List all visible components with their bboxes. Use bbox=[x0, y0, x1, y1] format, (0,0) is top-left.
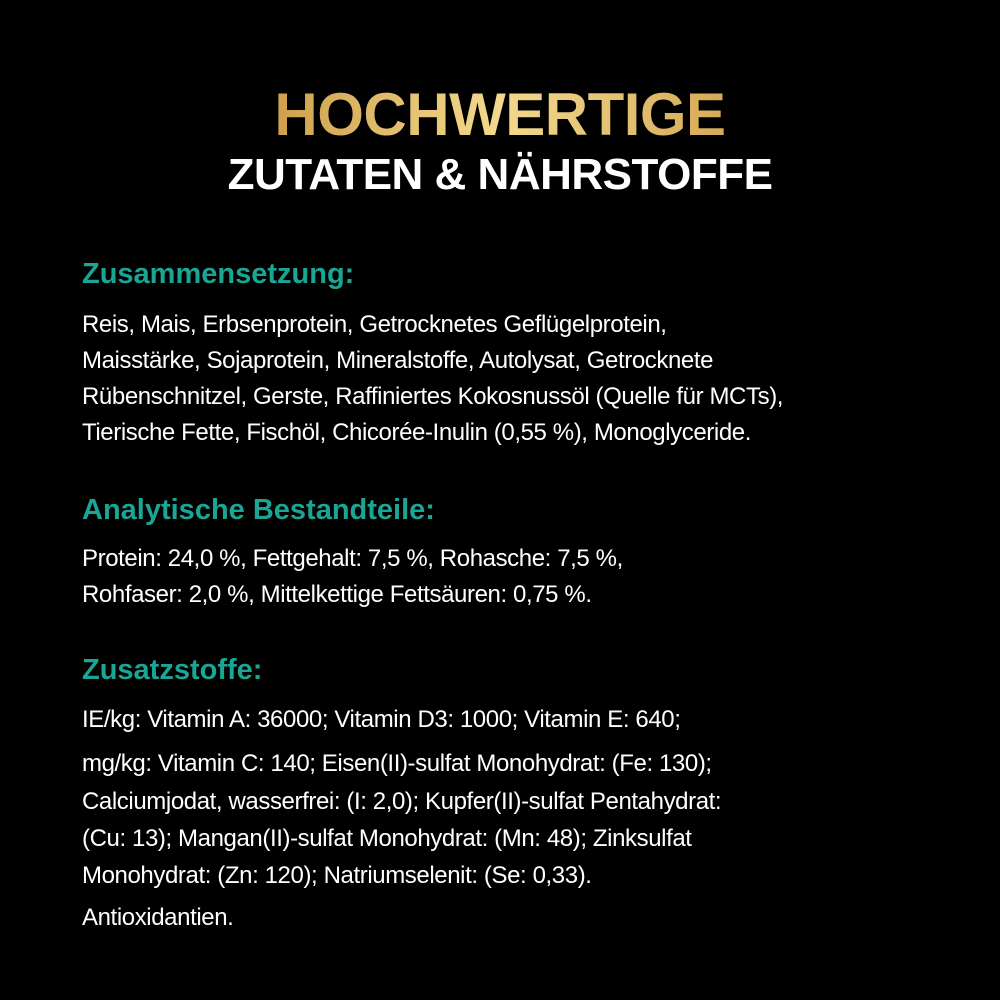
title-white: ZUTATEN & NÄHRSTOFFE bbox=[227, 150, 773, 199]
composition-line: Tierische Fette, Fischöl, Chicorée-Inulin (0,55 %), Monoglyceride. bbox=[82, 419, 751, 446]
additives-line: IE/kg: Vitamin A: 36000; Vitamin D3: 1000; Vitamin E: 640; bbox=[82, 706, 681, 733]
additives-line: Calciumjodat, wasserfrei: (I: 2,0); Kupfer(II)-sulfat Pentahydrat: bbox=[82, 788, 722, 815]
heading-additives: Zusatzstoffe: bbox=[82, 654, 263, 686]
heading-analytical: Analytische Bestandteile: bbox=[82, 494, 435, 526]
additives-line: Antioxidantien. bbox=[82, 904, 234, 931]
analytical-line: Rohfaser: 2,0 %, Mittelkettige Fettsäuren: 0,75 %. bbox=[82, 581, 592, 608]
composition-line: Rübenschnitzel, Gerste, Raffiniertes Kokosnussöl (Quelle für MCTs), bbox=[82, 383, 784, 410]
composition-line: Reis, Mais, Erbsenprotein, Getrocknetes Geflügelprotein, bbox=[82, 311, 667, 338]
additives-line: (Cu: 13); Mangan(II)-sulfat Monohydrat: (Mn: 48); Zinksulfat bbox=[82, 825, 692, 852]
additives-line: mg/kg: Vitamin C: 140; Eisen(II)-sulfat Monohydrat: (Fe: 130); bbox=[82, 750, 712, 777]
title-gold: HOCHWERTIGE bbox=[0, 80, 1000, 149]
analytical-line: Protein: 24,0 %, Fettgehalt: 7,5 %, Rohasche: 7,5 %, bbox=[82, 545, 623, 572]
composition-line: Maisstärke, Sojaprotein, Mineralstoffe, Autolysat, Getrocknete bbox=[82, 347, 714, 374]
additives-line: Monohydrat: (Zn: 120); Natriumselenit: (Se: 0,33). bbox=[82, 862, 592, 889]
heading-composition: Zusammensetzung: bbox=[82, 258, 355, 290]
